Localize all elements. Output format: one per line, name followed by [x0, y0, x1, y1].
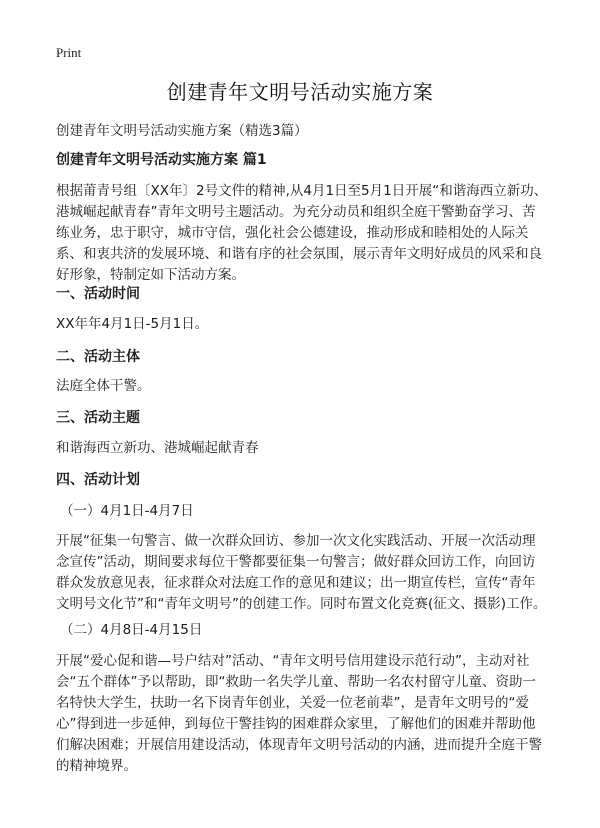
- document-subtitle: 创建青年文明号活动实施方案（精选3篇）: [56, 123, 308, 139]
- section-heading-time: 一、活动时间: [56, 286, 140, 302]
- page-title: 创建青年文明号活动实施方案: [166, 80, 434, 104]
- print-label[interactable]: Print: [56, 45, 82, 60]
- section-body-theme: 和谐海西立新功、港城崛起献青春: [56, 440, 259, 456]
- part-heading: 创建青年文明号活动实施方案 篇1: [56, 152, 267, 168]
- section-body-subject: 法庭全体干警。: [56, 378, 151, 394]
- section-heading-plan: 四、活动计划: [56, 472, 140, 488]
- plan-body-2: 开展“爱心促和谐—号户结对”活动、“青年文明号信用建设示范行动”，主动对社会“五个群体”予以帮助，即“救助一名失学儿童、帮助一名农村留守儿童、资助一名特快大学生，扶助一名下岗青年创业，关爱一位老前辈”，是青年文明号的“爱心”得到进一步延伸，到每位干警挂钩的困难群众家里，了解他们的困难并帮助他们解决困难；开展信用建设活动，体现青年文明号活动的内涵，进而提升全庭干警的精神境界。: [56, 653, 542, 774]
- plan-period-2: （二）4月8日-4月15日: [60, 622, 203, 638]
- section-heading-theme: 三、活动主题: [56, 410, 140, 426]
- plan-body-1: 开展“征集一句警言、做一次群众回访、参加一次文化实践活动、开展一次活动理念宣传”活动，期间要求每位干警都要征集一句警言；做好群众回访工作，向回访群众发放意见表，征求群众对法庭工作的意见和建议；出一期宣传栏，宣传“青年文明号文化节”和“青年文明号”的创建工作。同时布置文化竞赛(征文、摄影)工作。: [56, 533, 547, 612]
- section-body-time: XX年年4月1日-5月1日。: [56, 316, 209, 332]
- section-heading-subject: 二、活动主体: [56, 349, 140, 365]
- intro-paragraph: 根据莆青号组〔XX年〕2号文件的精神,从4月1日至5月1日开展“和谐海西立新功、港城崛起献青春”青年文明号主题活动。为充分动员和组织全庭干警勤奋学习、苦练业务，忠于职守，城市守信，强化社会公德建设，推动形成和睦相处的人际关系、和衷共济的发展环境、和谐有序的社会氛围，展示青年文明好成员的风采和良好形象，特制定如下活动方案。: [56, 183, 548, 283]
- plan-period-1: （一）4月1日-4月7日: [60, 503, 194, 519]
